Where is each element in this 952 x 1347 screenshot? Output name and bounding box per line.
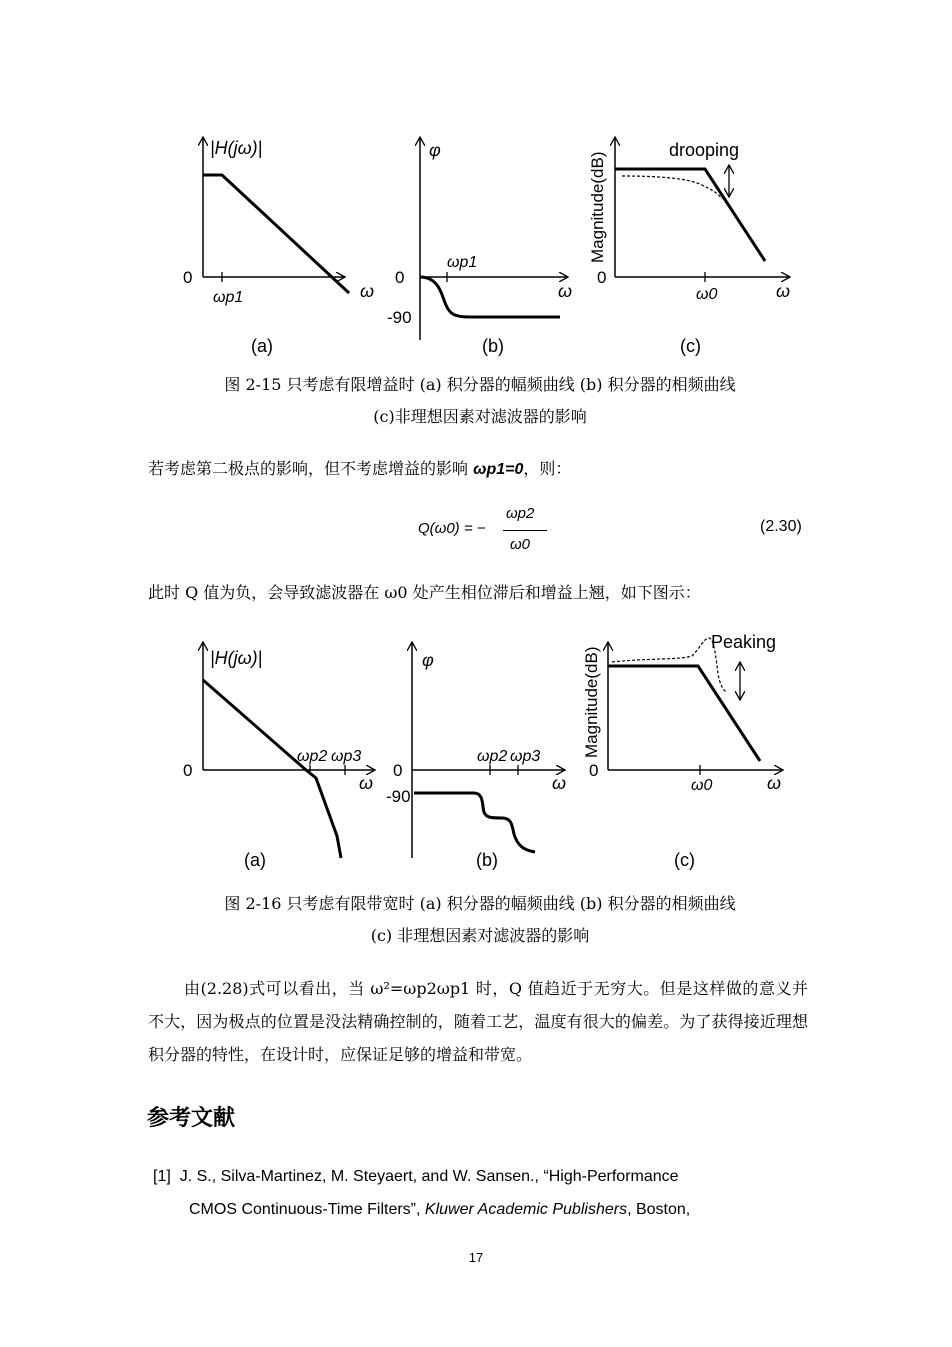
fig2a-x-label: ω [359,773,374,793]
fig1a-zero-label: 0 [183,268,193,287]
fig1a-axis-title: |H(jω)| [210,138,263,158]
fig1-panel-a [183,137,374,356]
fig2b-phase-curve [414,793,535,852]
fig1c-drooping-curve [622,176,722,199]
figure-2-16-caption-line2: (c) 非理想因素对滤波器的影响 [370,926,590,945]
figure-2-15-caption-line1: 图 2-15 只考虑有限增益时 (a) 积分器的幅频曲线 (b) 积分器的相频曲线 [224,375,736,394]
fig1b-tick-label: ωp1 [447,254,478,271]
fig2-panel-a [183,642,375,870]
paragraph-q-infinity: 由(2.28)式可以看出，当 ω²=ωp2ωp1 时，Q 值趋近于无穷大。但是这样做的意义并不大，因为极点的位置是没法精确控制的，随着工艺，温度有很大的偏差。为了获得接近理想积分器的特性，在设计时，应保证足够的增益和带宽。 [148,979,808,1064]
fig1a-tick-label: ωp1 [213,289,244,306]
fig2-panel-b [386,642,566,870]
reference-1-publisher: Kluwer Academic Publishers [424,1201,628,1218]
fig2b-x-label: ω [552,773,567,793]
fig2c-ideal-curve [608,666,760,761]
figure-2-16 [0,628,952,880]
figure-2-15-caption [150,369,810,433]
reference-1-text-line2-tail: , Boston, [627,1201,691,1218]
fig2b-axis-title: φ [422,650,434,670]
fig1c-tick-label: ω0 [696,286,718,303]
figure-2-15 [0,125,952,365]
fig2a-zero-label: 0 [183,761,193,780]
fig2b-tick-label-p2: ωp2 [477,748,508,765]
paragraph-second-pole [148,452,808,486]
fig2c-x-label: ω [767,773,782,793]
fig2a-panel-label: (a) [244,850,266,870]
omega-p1-symbol: ωp1=0 [473,461,524,478]
fig2c-annotation: Peaking [711,632,777,652]
fig2a-axis-title: |H(jω)| [210,648,263,668]
equation-2-30 [418,503,558,563]
fig1c-x-label: ω [776,281,791,301]
fig1b-minus90-label: -90 [387,308,412,327]
equation-fraction-bar [503,530,547,531]
figure-2-16-caption [150,888,810,952]
paragraph-second-pole-tail: ，则： [523,459,572,478]
paragraph-second-pole-text: 若考虑第二极点的影响，但不考虑增益的影响 [148,459,474,478]
fig1c-axis-title: Magnitude(dB) [588,151,607,263]
fig2c-zero-label: 0 [589,761,599,780]
fig1c-zero-label: 0 [597,268,607,287]
fig2a-magnitude-curve [203,680,341,858]
fig2c-panel-label: (c) [674,850,695,870]
reference-1-line2 [153,1193,813,1226]
fig1a-x-label: ω [360,281,375,301]
reference-1-index: [1] [153,1168,171,1185]
equation-lhs: Q(ω0) = − [418,520,486,537]
fig2a-tick-label-p3: ωp3 [331,748,362,765]
fig1c-annotation: drooping [669,140,740,160]
fig1-panel-b [387,137,572,356]
fig2b-minus90-label: -90 [386,787,411,806]
reference-1-line1 [153,1160,813,1193]
equation-denominator: ω0 [510,536,531,553]
fig1b-panel-label: (b) [482,336,504,356]
fig2b-zero-label: 0 [393,761,403,780]
fig1c-ideal-curve [615,169,765,261]
reference-1-text-line1: J. S., Silva-Martinez, M. Steyaert, and W. Sansen., “High-Performance [179,1168,679,1185]
fig1c-panel-label: (c) [680,336,701,356]
fig1b-phase-curve [420,277,560,317]
figure-2-16-caption-line1: 图 2-16 只考虑有限带宽时 (a) 积分器的幅频曲线 (b) 积分器的相频曲线 [224,894,736,913]
fig2a-tick-label-p2: ωp2 [297,748,328,765]
fig1b-axis-title: φ [429,140,441,160]
figure-2-15-caption-line2: (c)非理想因素对滤波器的影响 [373,407,587,426]
section-heading-references: 参考文献 [147,1106,236,1131]
equation-2-30-number: (2.30) [760,518,802,535]
fig2-panel-c [582,632,783,870]
paragraph-negative-q: 此时 Q 值为负，会导致滤波器在 ω0 处产生相位滞后和增益上翘，如下图示： [148,583,701,602]
fig1-panel-c [588,137,790,356]
fig2b-panel-label: (b) [476,850,498,870]
fig1a-magnitude-curve [203,175,349,293]
fig2b-tick-label-p3: ωp3 [510,748,541,765]
fig2c-axis-title: Magnitude(dB) [582,646,601,758]
page-number: 17 [468,1250,484,1265]
fig1b-x-label: ω [558,281,573,301]
fig1a-panel-label: (a) [251,336,273,356]
fig2c-tick-label: ω0 [691,777,713,794]
fig1b-zero-label: 0 [395,268,405,287]
equation-numerator: ωp2 [506,505,535,522]
reference-1-text-line2: CMOS Continuous-Time Filters”, [189,1201,425,1218]
reference-1 [153,1160,813,1226]
